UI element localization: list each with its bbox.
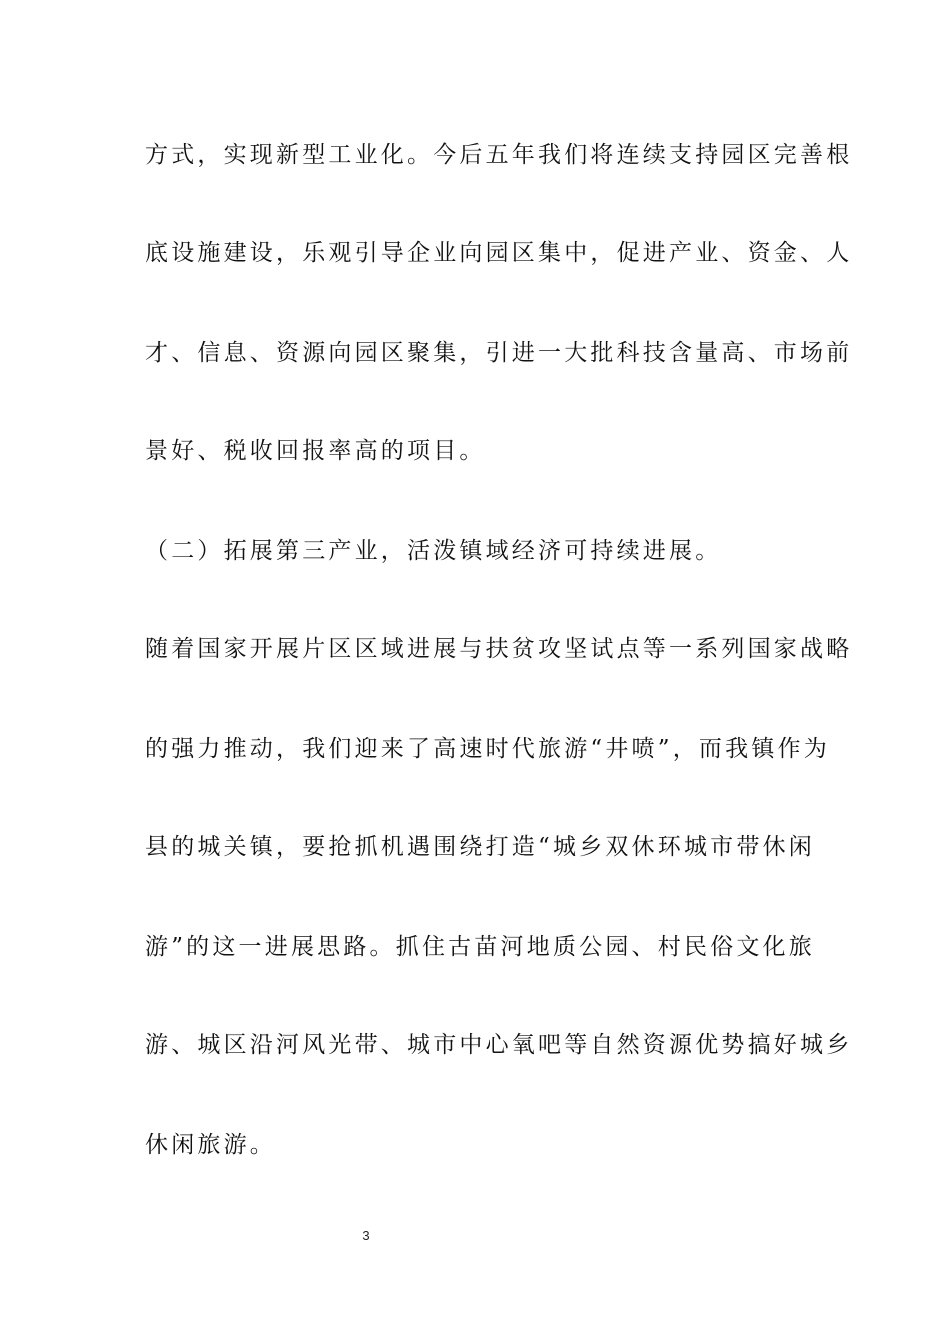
paragraph-line: 休闲旅游。: [145, 1132, 276, 1158]
paragraph-line: 方式，实现新型工业化。今后五年我们将连续支持园区完善根: [145, 142, 853, 168]
paragraph-line: 底设施建设，乐观引导企业向园区集中，促进产业、资金、人: [145, 240, 853, 266]
paragraph-line: 游”的这一进展思路。抓住古苗河地质公园、村民俗文化旅: [145, 934, 815, 960]
paragraph-line: 随着国家开展片区区域进展与扶贫攻坚试点等一系列国家战略: [145, 636, 853, 662]
paragraph-line: 游、城区沿河风光带、城市中心氧吧等自然资源优势搞好城乡: [145, 1032, 853, 1058]
paragraph-line: 的强力推动，我们迎来了高速时代旅游“井喷”，而我镇作为: [145, 736, 830, 762]
page-number: 3: [362, 1228, 370, 1243]
section-heading: （二）拓展第三产业，活泼镇域经济可持续进展。: [145, 538, 722, 564]
paragraph-line: 县的城关镇，要抢抓机遇围绕打造“城乡双休环城市带休闲: [145, 834, 815, 860]
paragraph-line: 景好、税收回报率高的项目。: [145, 438, 486, 464]
paragraph-line: 才、信息、资源向园区聚集，引进一大批科技含量高、市场前: [145, 340, 853, 366]
